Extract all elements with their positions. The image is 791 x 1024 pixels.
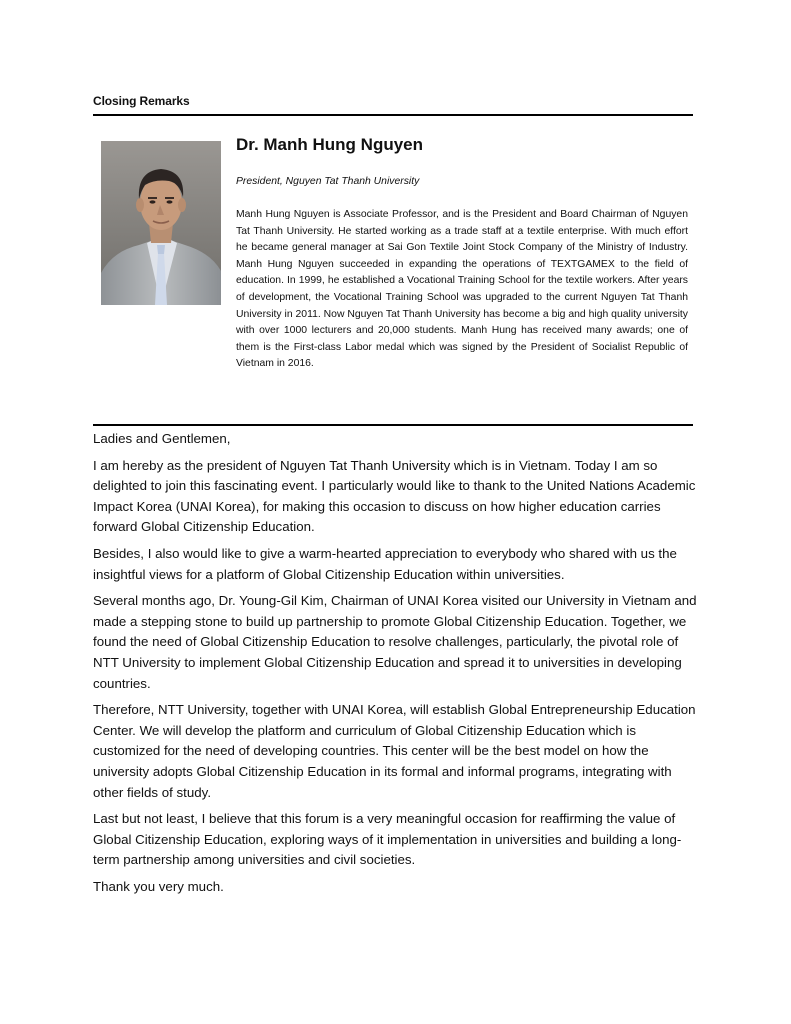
speech-body <box>93 429 701 903</box>
speech-paragraph: I am hereby as the president of Nguyen Tat Thanh University which is in Vietnam. Today I am so delighted to join this fascinating event. I particularly would like to thank to the United Nations Academic Impact Korea (UNAI Korea), for making this occasion to discuss on how higher education carries forward Global Citizenship Education. <box>93 457 696 535</box>
top-divider <box>93 114 693 116</box>
speaker-name: Dr. Manh Hung Nguyen <box>236 135 423 154</box>
speech-paragraph: Last but not least, I believe that this forum is a very meaningful occasion for reaffirming the value of Global Citizenship Education, exploring ways of it implementation in universities and building a long-term partnership among universities and civil societies. <box>93 811 682 868</box>
speech-paragraph: Ladies and Gentlemen, <box>93 431 231 446</box>
section-heading: Closing Remarks <box>93 94 190 108</box>
speech-paragraph: Several months ago, Dr. Young-Gil Kim, Chairman of UNAI Korea visited our University in Vietnam and made a stepping stone to build up partnership to promote Global Citizenship Education. Together, we found the need of Global Citizenship Education to resolve challenges, particularly, the pivotal role of NTT University to implement Global Citizenship Education and spread it to universities in developing countries. <box>93 593 697 691</box>
speaker-role: President, Nguyen Tat Thanh University <box>236 176 420 187</box>
bottom-divider <box>93 424 693 426</box>
speech-paragraph: Thank you very much. <box>93 878 224 894</box>
portrait-photo <box>101 141 221 305</box>
speech-paragraph: Besides, I also would like to give a warm-hearted appreciation to everybody who shared with us the insightful views for a platform of Global Citizenship Education within universities. <box>93 545 677 582</box>
speech-paragraph: Therefore, NTT University, together with UNAI Korea, will establish Global Entrepreneurship Education Center. We will develop the platform and curriculum of Global Citizenship Education which is customized for the need of developing countries. This center will be the best model on how the university adopts Global Citizenship Education in its formal and informal programs, integrating with other fields of study. <box>93 702 696 800</box>
bio-block <box>236 133 688 373</box>
speaker-bio: Manh Hung Nguyen is Associate Professor, and is the President and Board Chairman of Nguyen Tat Thanh University. He started working as a trade staff at a textile enterprise. With much effort he became general manager at Sai Gon Textile Joint Stock Company of the Ministry of Industry. Manh Hung Nguyen succeeded in expanding the operations of TEXTGAMEX to the field of education. In 1999, he established a Vocational Training School for the textile workers. After years of development, the Vocational Training School was upgraded to the current Nguyen Tat Thanh University in 2011. Now Nguyen Tat Thanh University has become a big and high quality university with over 1000 lecturers and 20,000 students. Manh Hung has received many awards; one of them is the First-class Labor medal which was signed by the President of Socialist Republic of Vietnam in 2016. <box>236 209 688 370</box>
